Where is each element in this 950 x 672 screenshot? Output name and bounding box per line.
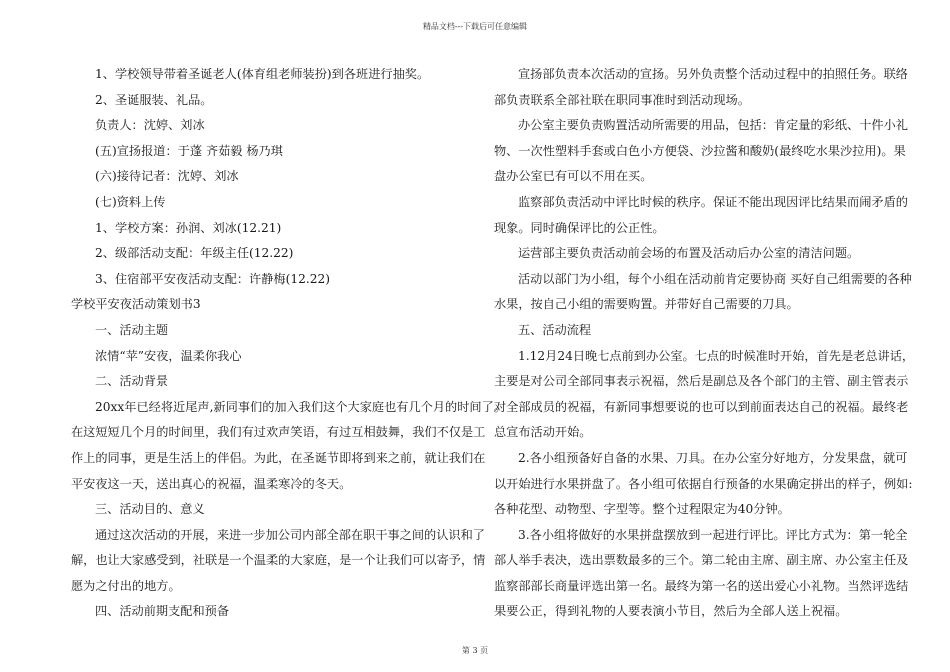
text-line: 盘办公室已有可以不用在买。 — [494, 169, 653, 184]
text-line: 办公室主要负责购置活动所需要的用品，包括：肯定量的彩纸、十件小礼 — [518, 118, 908, 133]
text-line: 物、一次性塑料手套或白色小方便袋、沙拉酱和酸奶(最终吃水果沙拉用)。果 — [494, 143, 906, 158]
text-line: 1、学校领导带着圣诞老人(体育组老师装扮)到各班进行抽奖。 — [95, 67, 430, 81]
text-line: 活动以部门为小组，每个小组在活动前肯定要协商 买好自己组需要的各种 — [518, 271, 912, 286]
right-column — [494, 62, 915, 625]
text-line: 2.各小组预备好自备的水果、刀具。在办公室分好地方，分发果盘，就可 — [518, 450, 908, 465]
text-line: 总宣布活动开始。 — [494, 425, 592, 440]
text-line: 学校平安夜活动策划书3 — [71, 297, 201, 312]
text-line: 一、活动主题 — [95, 322, 169, 337]
text-line: 果要公正，得到礼物的人要表演小节目，然后为全部人送上祝福。 — [494, 604, 848, 619]
text-line: 在这短短几个月的时间里，我们有过欢声笑语，有过互相鼓舞，我们不仅是工 — [71, 425, 486, 440]
text-line: 1、学校方案：孙润、刘冰(12.21) — [95, 220, 282, 235]
text-line: 对全部成员的祝福，有新同事想要说的也可以到前面表达自己的祝福。最终老 — [494, 399, 909, 414]
page-number: 第 3 页 — [461, 646, 489, 655]
text-line: 四、活动前期支配和预备 — [95, 604, 230, 619]
text-line: 3.各小组将做好的水果拼盘摆放到一起进行评比。评比方式为：第一轮全 — [518, 527, 908, 542]
text-line: 2、级部活动支配：年级主任(12.22) — [95, 246, 294, 261]
text-line: 运营部主要负责活动前会场的布置及活动后办公室的清洁问题。 — [518, 246, 860, 261]
text-line: 平安夜这一天，送出真心的祝福，温柔寒冷的冬天。 — [71, 476, 352, 491]
left-column — [71, 62, 506, 625]
page-header: 精品文档---下载后可任意编辑 — [422, 22, 528, 31]
text-line: (五)宣扬报道：于蓬 齐茹毅 杨乃琪 — [95, 143, 283, 158]
text-line: 五、活动流程 — [518, 322, 592, 337]
text-line: 愿为之付出的地方。 — [71, 578, 181, 593]
text-line: (七)资料上传 — [95, 194, 166, 209]
text-line: 监察部部长商量评选出第一名。最终为第一名的送出爱心小礼物。当然评选结 — [494, 578, 909, 593]
text-line: 现象。同时确保评比的公正性。 — [494, 220, 665, 235]
text-line: 部人举手表决，选出票数最多的三个。第二轮由主席、副主席、办公室主任及 — [494, 553, 909, 568]
text-line: 以开始进行水果拼盘了。各小组可依据自行预备的水果确定拼出的样子，例如: — [494, 476, 913, 491]
text-line: 监察部负责活动中评比时候的秩序。保证不能出现因评比结果而闹矛盾的 — [518, 194, 908, 209]
text-line: 负责人：沈婷、刘冰 — [95, 118, 205, 133]
text-line: 20xx年已经将近尾声,新同事们的加入我们这个大家庭也有几个月的时间了。 — [95, 399, 506, 414]
text-line: 三、活动目的、意义 — [95, 502, 205, 517]
text-line: 3、住宿部平安夜活动支配：许静梅(12.22) — [95, 271, 330, 286]
text-line: 主要是对公司全部同事表示祝福，然后是副总及各个部门的主管、副主管表示 — [494, 374, 909, 389]
text-line: 解，也让大家感受到，社联是一个温柔的大家庭，是一个让我们可以寄予，情 — [71, 553, 486, 568]
text-line: 各种花型、动物型、字型等。整个过程限定为40分钟。 — [494, 502, 790, 517]
text-line: 浓情“苹”安夜，温柔你我心 — [95, 348, 242, 363]
text-line: 通过这次活动的开展，来进一步加公司内部全部在职干事之间的认识和了 — [95, 527, 485, 542]
text-line: 部负责联系全部社联在职同事准时到活动现场。 — [494, 92, 750, 107]
text-line: (六)接待记者：沈婷、刘冰 — [95, 169, 239, 184]
text-line: 水果，按自己小组的需要购置。并带好自己需要的刀具。 — [494, 297, 799, 312]
text-line: 1.12月24日晚七点前到办公室。七点的时候准时开始，首先是老总讲话， — [518, 348, 915, 363]
text-line: 作上的同事，更是生活上的伴侣。为此，在圣诞节即将到来之前，就让我们在 — [71, 450, 486, 465]
text-line: 2、圣诞服装、礼品。 — [95, 92, 213, 107]
text-line: 二、活动背景 — [95, 374, 169, 389]
text-line: 宣扬部负责本次活动的宣扬。另外负责整个活动过程中的拍照任务。联络 — [518, 67, 908, 81]
